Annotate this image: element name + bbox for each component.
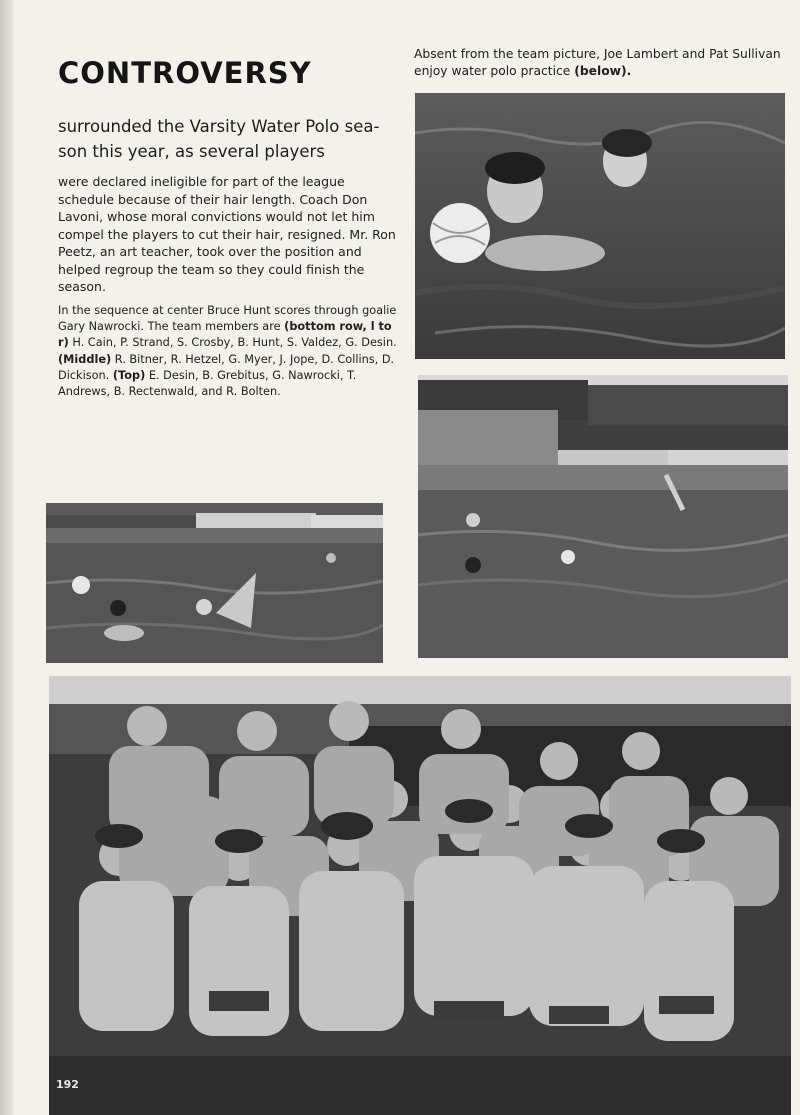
article-body: were declared ineligible for part of the league schedule because of their hair length. Coach Don Lavoni, whose moral convictions would not let him compel the players to cut their hair, resigned. Mr. Ron Peetz, an art teacher, took over the position and helped regroup the team so they could finish the season. <box>58 174 396 294</box>
pool-wide-photo <box>418 375 788 658</box>
sequence-photo <box>46 503 383 663</box>
caption-text: Absent from the team picture, Joe Lambert and Pat Sullivan enjoy water polo practice <box>414 47 781 78</box>
headline: CONTROVERSY <box>58 56 312 90</box>
page-number: 192 <box>56 1078 79 1091</box>
practice-caption <box>414 46 794 79</box>
lead-text: surrounded the Varsity Water Polo sea-son this year, as several players <box>58 117 380 161</box>
caption-bold: (below). <box>574 63 632 78</box>
caption-text: H. Cain, P. Strand, S. Crosby, B. Hunt, S. Valdez, G. Desin. <box>68 336 397 350</box>
caption-bold: (Top) <box>112 368 146 382</box>
practice-photo <box>415 93 785 359</box>
sequence-caption <box>58 303 398 400</box>
caption-bold: (bottom row, l to r) <box>58 320 392 350</box>
page-binding-edge <box>0 0 14 1115</box>
caption-text: E. Desin, B. Grebitus, G. Nawrocki, T. Andrews, B. Rectenwald, and R. Bolten. <box>58 368 357 399</box>
caption-bold: (Middle) <box>58 352 112 366</box>
team-photo <box>49 676 791 1115</box>
caption-text: R. Bitner, R. Hetzel, G. Myer, J. Jope, D. Collins, D. Dickison. <box>58 352 395 382</box>
caption-text: In the sequence at center Bruce Hunt scores through goalie Gary Nawrocki. The team members are <box>58 304 397 334</box>
